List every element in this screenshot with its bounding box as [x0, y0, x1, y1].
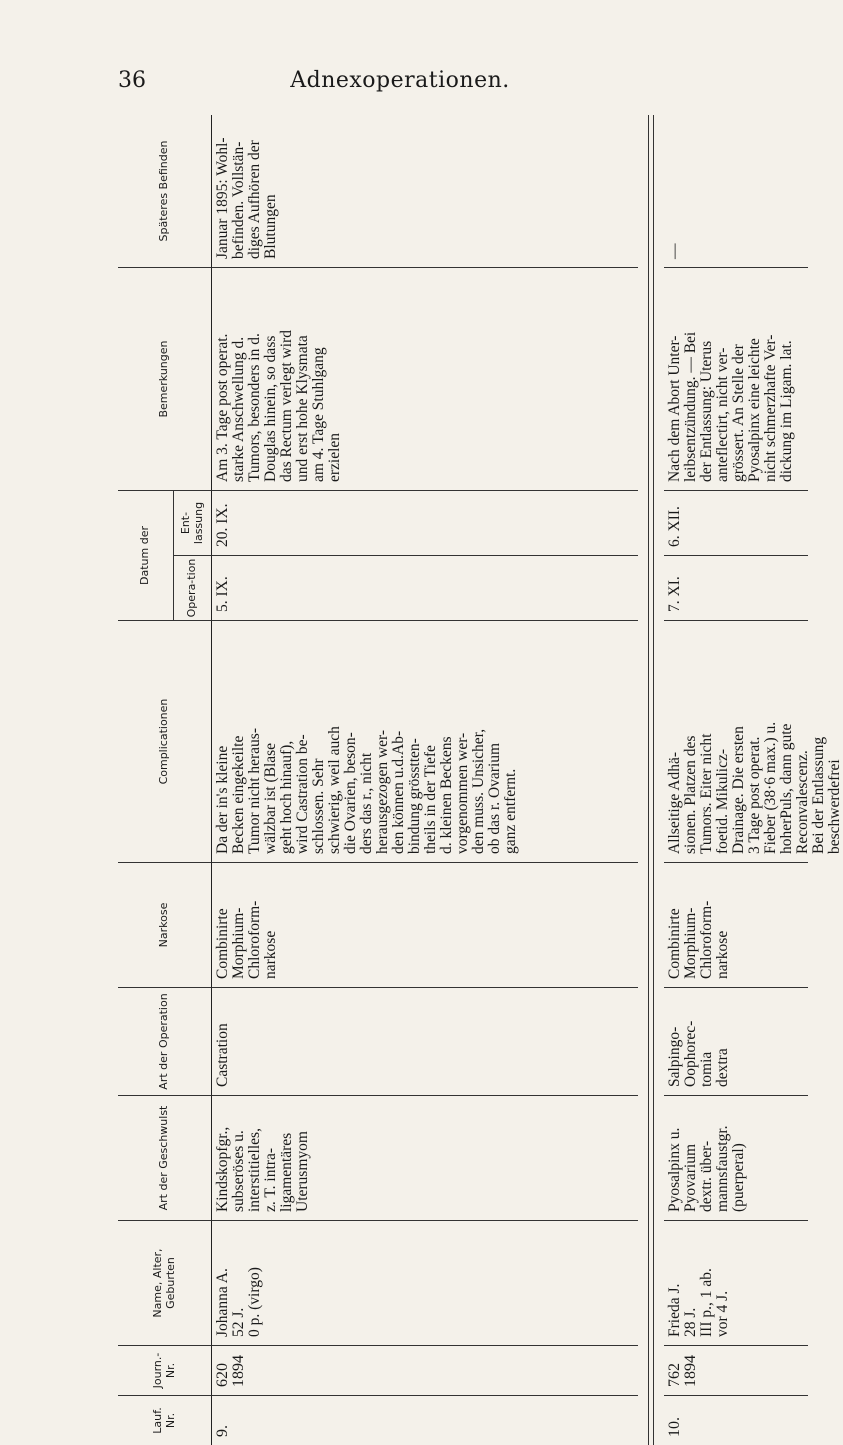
row10-name: Frieda J. 28 J. III p., 1 ab. vor 4 J.: [664, 1220, 808, 1345]
page-number: 36: [118, 68, 146, 93]
row9-datum-op: 5. IX.: [212, 555, 638, 620]
row10-geschwulst: Pyosalpinx u. Pyovarium dextr. über- mannsfaustgr. (puerperal): [664, 1095, 808, 1220]
row-separator: [648, 115, 654, 1445]
row10-datum-ent: 6. XII.: [664, 490, 808, 555]
header-name: Name, Alter, Geburten: [118, 1220, 212, 1345]
page-header: [0, 68, 800, 108]
row10-befinden: —: [666, 243, 683, 259]
row10-datum-op: 7. XI.: [664, 555, 808, 620]
row9-complicationen: Da der in's kleine Becken eingekeilte Tumor nicht heraus- wälzbar ist (Blase geht hoch hinauf), wird Castration be- schlossen. Sehr schwierig, weil auch die Ovarien, beson- ders das r., nicht herausgezogen wer- den können u.d.Ab- bindung grösstten- theils in der Tiefe d. kleinen Beckens vorgenommen wer- den muss. Unsicher, ob das r. Ovarium ganz entfernt.: [212, 620, 638, 862]
row10-narkose: Combinirte Morphium- Chloroform- narkose: [664, 862, 808, 987]
rotated-table-container: [118, 115, 843, 1437]
row9-geschwulst: Kindskopfgr., subseröses u. interstitielles, z. T. intra- ligamentäres Uterusmyom: [212, 1095, 638, 1220]
operations-table: [118, 115, 843, 1445]
header-operation: Art der Operation: [118, 987, 212, 1095]
header-datum-op: Opera-tion: [174, 555, 212, 620]
header-befinden: Späteres Befinden: [118, 115, 212, 267]
row9-lauf-nr: 9.: [212, 1395, 638, 1445]
row10-journ-nr: 762 1894: [664, 1345, 808, 1395]
header-narkose: Narkose: [118, 862, 212, 987]
header-geschwulst: Art der Geschwulst: [118, 1095, 212, 1220]
row10-complicationen: Allseitige Adhä- sionen. Platzen des Tumors. Eiter nicht foetid. Mikulicz- Drainage. Die ersten 3 Tage post operat. Fieber (38·6 max.) u. hoherPuls, dann gute Reconvalescenz. Bei der Entlassung beschwerdefrei: [664, 620, 808, 862]
row10-bemerkungen: Nach dem Abort Unter- leibsentzündung. — Bei der Entlassung: Uterus anteflectirt, nicht ver- grössert. An Stelle der Pyosalpinx eine leichte nicht schmerzhafte Ver- dickung im Ligam. lat.: [664, 267, 808, 490]
row9-befinden: Januar 1895: Wohl- befinden. Vollstän- diges Aufhören der Blutungen: [214, 137, 279, 259]
header-journ-nr: Journ.-Nr.: [118, 1345, 212, 1395]
row9-name: Johanna A. 52 J. 0 p. (virgo): [212, 1220, 638, 1345]
header-datum-ent: Ent-lassung: [174, 490, 212, 555]
row9-journ-nr: 620 1894: [212, 1345, 638, 1395]
row10-operation: Salpingo- Oophorec- tomia dextra: [664, 987, 808, 1095]
row10-lauf-nr: 10.: [664, 1395, 808, 1445]
row9-narkose: Combinirte Morphium- Chloroform- narkose: [212, 862, 638, 987]
header-bemerkungen: Bemerkungen: [118, 267, 212, 490]
row9-datum-ent: 20. IX.: [212, 490, 638, 555]
header-datum-group: Datum der: [118, 490, 174, 620]
row9-bemerkungen: Am 3. Tage post operat. starke Anschwellung d. Tumors, besonders in d. Douglas hinein, so dass das Rectum verlegt wird und erst hohe Klysmata am 4. Tage Stuhlgang erzielen: [212, 267, 638, 490]
header-complicationen: Complicationen: [118, 620, 212, 862]
header-lauf-nr: Lauf. Nr.: [118, 1395, 212, 1445]
page-title: Adnexoperationen.: [290, 68, 510, 93]
row9-operation: Castration: [212, 987, 638, 1095]
